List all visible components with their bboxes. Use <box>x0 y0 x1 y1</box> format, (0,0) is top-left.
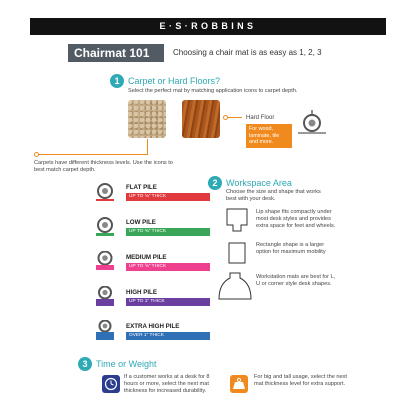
hard-floor-note: For wood, laminate, tile and more. <box>246 124 292 148</box>
pile-thickness-bar: UP TO ⅛" THICK <box>126 193 210 201</box>
rectangle-shape-icon <box>228 242 246 264</box>
medium-pile-caster-icon <box>94 251 116 273</box>
workstation-shape-text: Workstation mats are best for L, U or corner style desk shapes. <box>256 274 336 287</box>
step-1-badge: 1 <box>110 74 124 88</box>
hard-floor-swatch <box>182 100 220 138</box>
carpet-pointer-hline <box>38 154 148 155</box>
time-text: If a customer works at a desk for 8 hours or more, select the next mat thickness for increased durability. <box>124 374 210 394</box>
page-title: Chairmat 101 <box>68 44 164 62</box>
carpet-swatch <box>128 100 166 138</box>
clock-icon <box>102 375 120 393</box>
pile-thickness-bar: UP TO 1" THICK <box>126 298 210 306</box>
workstation-shape-icon <box>218 272 252 300</box>
rectangle-shape-text: Rectangle shape is a larger option for maximum mobility <box>256 242 326 255</box>
pile-thickness-bar: UP TO ⅜" THICK <box>126 228 210 236</box>
carpet-pointer-line <box>147 139 148 154</box>
weight-icon <box>230 375 248 393</box>
section-1-heading: Carpet or Hard Floors? <box>128 76 221 86</box>
pile-label: HIGH PILE <box>126 289 157 296</box>
lip-shape-text: Lip shape fits compactly under most desk styles and provides extra space for feet and wheels. <box>256 209 336 229</box>
carpet-pointer-dot <box>34 152 39 157</box>
tagline: Choosing a chair mat is as easy as 1, 2, 3 <box>173 48 322 57</box>
pile-label: FLAT PILE <box>126 184 157 191</box>
hard-floor-caster-icon <box>298 110 326 136</box>
low-pile-caster-icon <box>94 217 116 239</box>
high-pile-caster-icon <box>94 286 116 308</box>
weight-text: For big and tall usage, select the next mat thickness level for extra support. <box>254 374 347 387</box>
section-1-subtext: Select the perfect mat by matching application icons to carpet depth. <box>128 88 298 94</box>
carpet-note: Carpets have different thickness levels. Use the icons to best match carpet depth. <box>34 160 173 173</box>
hard-floor-label: Hard Floor <box>246 115 275 121</box>
hard-floor-pointer-line <box>228 117 242 118</box>
section-3-heading: Time or Weight <box>96 359 157 369</box>
extra-high-pile-caster-icon <box>94 320 116 342</box>
lip-shape-icon <box>226 208 248 232</box>
section-2-subtext: Choose the size and shape that works best with your desk. <box>226 189 321 202</box>
pile-thickness-bar: OVER 1" THICK <box>126 332 210 340</box>
pile-thickness-bar: UP TO ⅝" THICK <box>126 263 210 271</box>
step-3-badge: 3 <box>78 357 92 371</box>
infographic-card <box>30 18 386 398</box>
brand-logo: E·S·ROBBINS <box>159 21 257 31</box>
pile-label: LOW PILE <box>126 219 156 226</box>
brand-bar <box>30 18 386 35</box>
section-2-heading: Workspace Area <box>226 178 292 188</box>
pile-label: MEDIUM PILE <box>126 254 167 261</box>
step-2-badge: 2 <box>208 176 222 190</box>
flat-pile-caster-icon <box>94 182 116 204</box>
pile-label: EXTRA HIGH PILE <box>126 323 180 330</box>
